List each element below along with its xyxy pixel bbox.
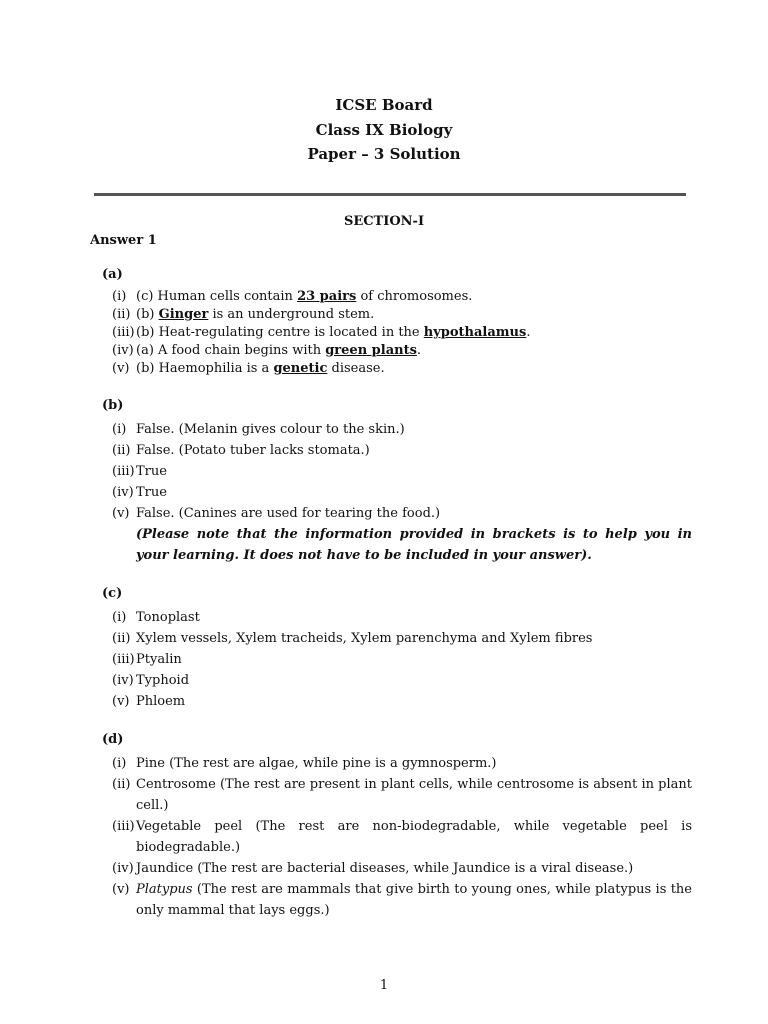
d-item-3-num: (iii) [112, 819, 135, 834]
a-item-2 [102, 306, 692, 324]
c-item-1 [102, 607, 692, 628]
a-item-3 [102, 324, 692, 342]
d-item-5-num: (v) [112, 882, 130, 897]
a-item-4-pre: (a) A food chain begins with [136, 343, 326, 358]
group-b [102, 397, 692, 566]
d-item-5 [102, 879, 692, 921]
b-item-1-text: False. (Melanin gives colour to the skin.) [136, 422, 405, 437]
c-item-2 [102, 628, 692, 649]
page-number: 1 [379, 978, 389, 993]
a-item-1-post: of chromosomes. [356, 289, 473, 304]
group-a [102, 266, 692, 378]
a-item-4-num: (iv) [112, 343, 134, 358]
b-item-2-num: (ii) [112, 443, 131, 458]
d-item-5-italic: Platypus [136, 882, 193, 897]
a-item-2-post: is an underground stem. [208, 307, 375, 322]
d-item-4-num: (iv) [112, 861, 134, 876]
group-c [102, 585, 692, 712]
group-d [102, 731, 692, 921]
group-b-label: (b) [102, 398, 124, 413]
a-item-5-post: disease. [327, 361, 385, 376]
a-item-3-key: hypothalamus [423, 325, 527, 340]
b-item-5 [102, 503, 692, 524]
b-item-1-num: (i) [112, 422, 127, 437]
a-item-1-pre: (c) Human cells contain [136, 289, 298, 304]
b-item-2 [102, 440, 692, 461]
c-item-4 [102, 670, 692, 691]
group-c-label: (c) [102, 586, 123, 601]
c-item-5-num: (v) [112, 694, 130, 709]
a-item-2-key: Ginger [158, 307, 209, 322]
b-item-5-text: False. (Canines are used for tearing the food.) [136, 506, 441, 521]
a-item-1-key: 23 pairs [297, 289, 357, 304]
b-item-3-text: True [136, 464, 167, 479]
d-item-3 [102, 816, 692, 858]
b-item-4-text: True [136, 485, 167, 500]
c-item-3 [102, 649, 692, 670]
a-item-1 [102, 288, 692, 306]
header-divider [94, 193, 686, 196]
a-item-1-num: (i) [112, 289, 127, 304]
a-item-2-num: (ii) [112, 307, 131, 322]
d-item-3-text: Vegetable peel (The rest are non-biodegradable, while vegetable peel is biodegradable.) [136, 819, 692, 855]
a-item-3-post: . [526, 325, 531, 340]
b-item-3 [102, 461, 692, 482]
c-item-2-text: Xylem vessels, Xylem tracheids, Xylem parenchyma and Xylem fibres [136, 631, 593, 646]
group-d-label: (d) [102, 732, 124, 747]
c-item-4-num: (iv) [112, 673, 134, 688]
b-item-5-num: (v) [112, 506, 130, 521]
b-note: (Please note that the information provided in brackets is to help you in your learning. It does not have to be included in your answer). [136, 527, 692, 563]
d-item-1-num: (i) [112, 756, 127, 771]
c-item-5 [102, 691, 692, 712]
c-item-1-num: (i) [112, 610, 127, 625]
d-item-2 [102, 774, 692, 816]
d-item-5-text: (The rest are mammals that give birth to young ones, while platypus is the only mammal that lays eggs.) [136, 882, 692, 918]
b-item-1 [102, 419, 692, 440]
d-item-4-text: Jaundice (The rest are bacterial diseases, while Jaundice is a viral disease.) [136, 861, 634, 876]
a-item-5-key: genetic [273, 361, 328, 376]
a-item-4-key: green plants [325, 343, 417, 358]
d-item-4 [102, 858, 692, 879]
header-paper: Paper – 3 Solution [307, 145, 461, 163]
a-item-5-pre: (b) Haemophilia is a [136, 361, 274, 376]
header-board: ICSE Board [335, 96, 433, 114]
c-item-5-text: Phloem [136, 694, 186, 709]
b-item-4 [102, 482, 692, 503]
a-item-2-pre: (b) [136, 307, 159, 322]
a-item-5 [102, 360, 692, 378]
d-item-2-num: (ii) [112, 777, 131, 792]
section-title: SECTION-I [343, 214, 425, 229]
group-a-label: (a) [102, 267, 123, 282]
c-item-3-num: (iii) [112, 652, 135, 667]
a-item-5-num: (v) [112, 361, 130, 376]
d-item-1-text: Pine (The rest are algae, while pine is a gymnosperm.) [136, 756, 497, 771]
b-item-3-num: (iii) [112, 464, 135, 479]
b-item-2-text: False. (Potato tuber lacks stomata.) [136, 443, 370, 458]
c-item-4-text: Typhoid [136, 673, 190, 688]
a-item-4-post: . [416, 343, 422, 358]
a-item-3-pre: (b) Heat-regulating centre is located in the [136, 325, 424, 340]
d-item-1 [102, 753, 692, 774]
c-item-3-text: Ptyalin [136, 652, 182, 667]
c-item-2-num: (ii) [112, 631, 131, 646]
a-item-3-num: (iii) [112, 325, 135, 340]
header-class: Class IX Biology [315, 121, 453, 139]
c-item-1-text: Tonoplast [136, 610, 200, 625]
answer-title: Answer 1 [90, 233, 157, 248]
d-item-2-text: Centrosome (The rest are present in plant cells, while centrosome is absent in plant cell.) [136, 777, 692, 813]
a-item-4 [102, 342, 692, 360]
b-item-4-num: (iv) [112, 485, 134, 500]
